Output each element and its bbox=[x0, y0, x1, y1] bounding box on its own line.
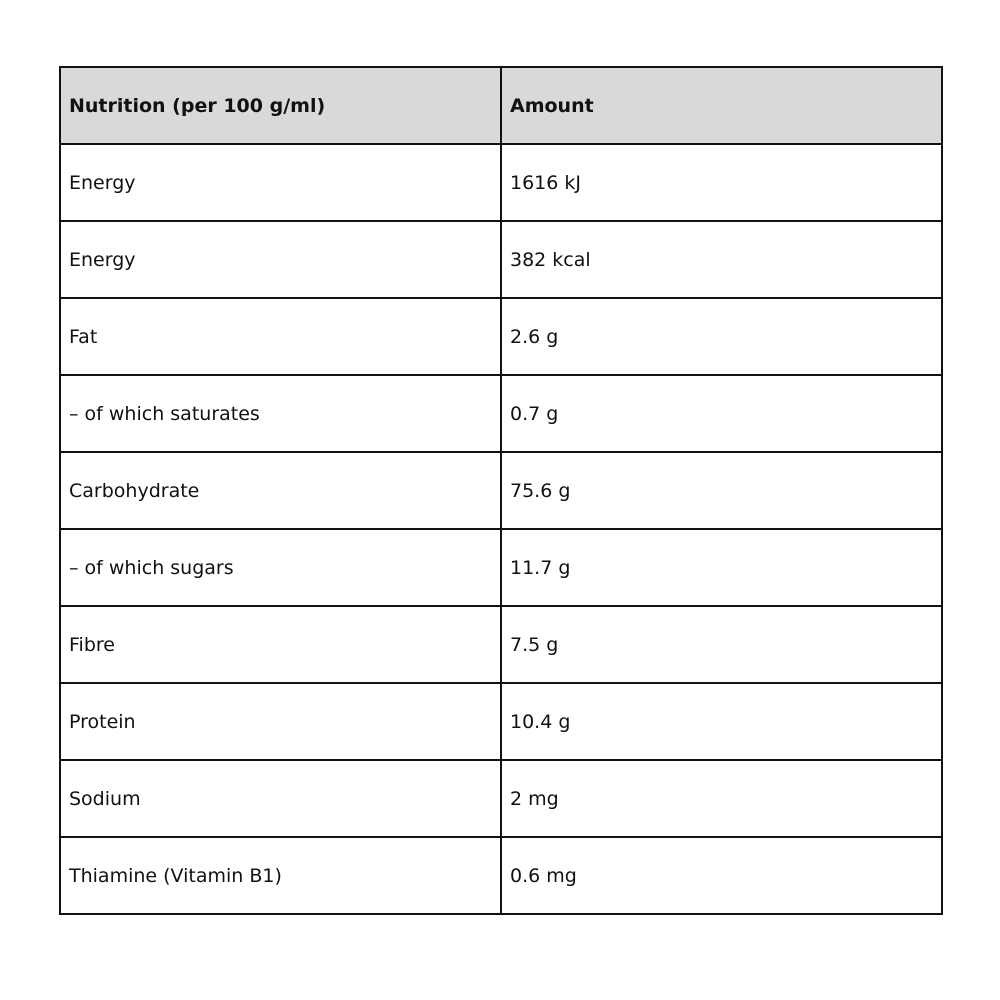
nutrient-amount: 382 kcal bbox=[501, 221, 942, 298]
table-row bbox=[60, 375, 942, 452]
nutrient-name: Fibre bbox=[60, 606, 501, 683]
table-row bbox=[60, 683, 942, 760]
nutrient-amount: 11.7 g bbox=[501, 529, 942, 606]
nutrient-amount: 0.7 g bbox=[501, 375, 942, 452]
table-row bbox=[60, 529, 942, 606]
table-row bbox=[60, 144, 942, 221]
header-amount: Amount bbox=[501, 67, 942, 144]
header-row bbox=[60, 67, 942, 144]
nutrient-amount: 10.4 g bbox=[501, 683, 942, 760]
header-nutrition: Nutrition (per 100 g/ml) bbox=[60, 67, 501, 144]
table-header bbox=[60, 67, 942, 144]
nutrient-amount: 2 mg bbox=[501, 760, 942, 837]
nutrient-name: – of which sugars bbox=[60, 529, 501, 606]
table-body bbox=[60, 144, 942, 914]
nutrient-name: Fat bbox=[60, 298, 501, 375]
table-row bbox=[60, 298, 942, 375]
nutrient-name: Energy bbox=[60, 144, 501, 221]
nutrient-name: Thiamine (Vitamin B1) bbox=[60, 837, 501, 914]
nutrient-amount: 1616 kJ bbox=[501, 144, 942, 221]
nutrient-amount: 2.6 g bbox=[501, 298, 942, 375]
table-row bbox=[60, 452, 942, 529]
nutrient-amount: 7.5 g bbox=[501, 606, 942, 683]
nutrient-name: Energy bbox=[60, 221, 501, 298]
nutrient-name: Sodium bbox=[60, 760, 501, 837]
table-row bbox=[60, 837, 942, 914]
nutrient-name: – of which saturates bbox=[60, 375, 501, 452]
nutrition-table bbox=[59, 66, 943, 915]
table-row bbox=[60, 760, 942, 837]
nutrient-name: Protein bbox=[60, 683, 501, 760]
nutrient-name: Carbohydrate bbox=[60, 452, 501, 529]
nutrient-amount: 75.6 g bbox=[501, 452, 942, 529]
table-row bbox=[60, 606, 942, 683]
nutrient-amount: 0.6 mg bbox=[501, 837, 942, 914]
table-row bbox=[60, 221, 942, 298]
